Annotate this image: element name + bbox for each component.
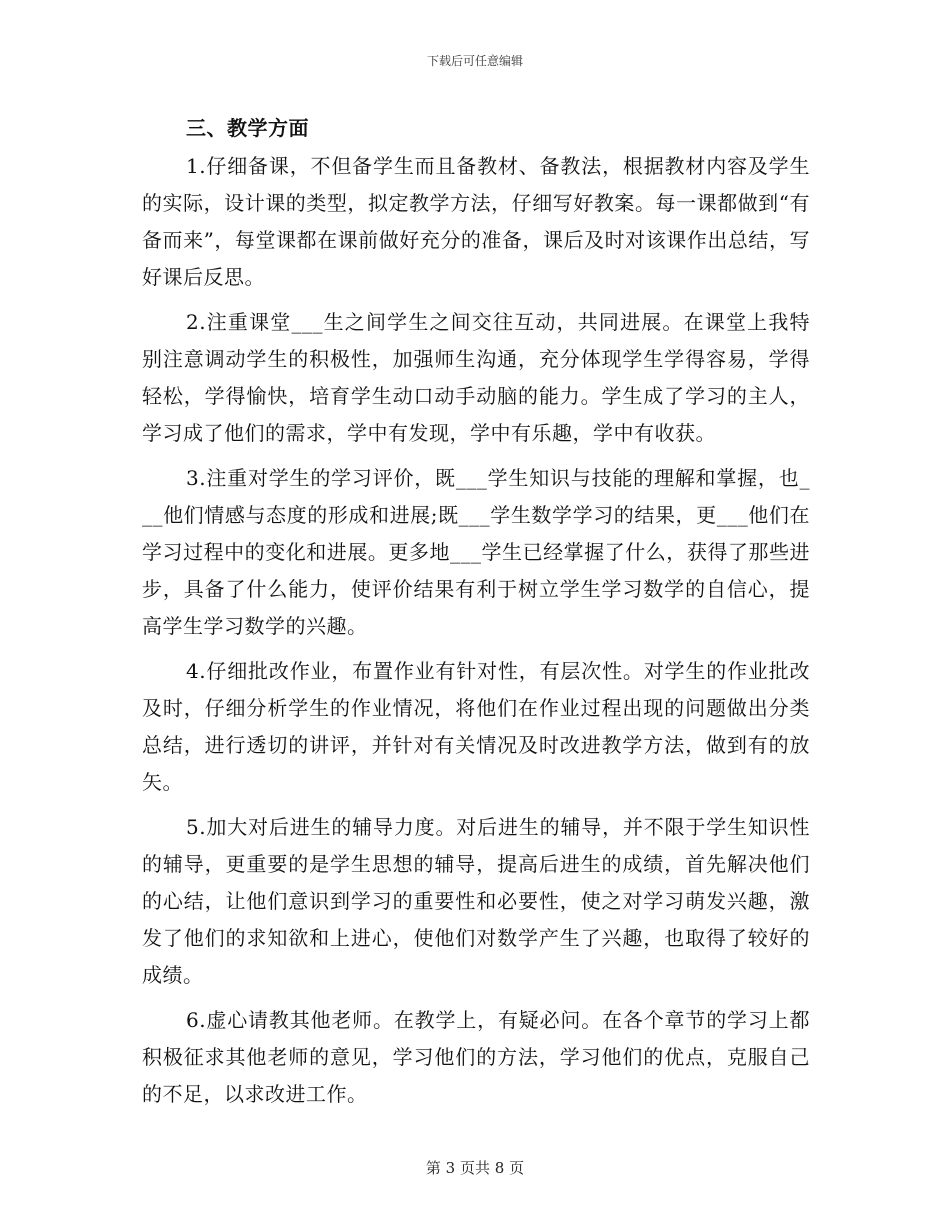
paragraph-6: 6.虚心请教其他老师。在教学上，有疑必问。在各个章节的学习上都积极征求其他老师的意见，学习他们的方法，学习他们的优点，克服自己的不足，以求改进工作。 [142, 1008, 810, 1106]
document-body [142, 110, 810, 1121]
paragraph-3: 3.注重对学生的学习评价，既___学生知识与技能的理解和掌握，也___他们情感与态度的形成和进展;既___学生数学学习的结果，更___他们在学习过程中的变化和进展。更多地___学生已经掌握了什么，获得了那些进步，具备了什么能力，使评价结果有利于树立学生学习数学的自信心，提高学生学习数学的兴趣。 [142, 466, 810, 638]
paragraph-1: 1.仔细备课，不但备学生而且备教材、备教法，根据教材内容及学生的实际，设计课的类型，拟定教学方法，仔细写好教案。每一课都做到“有备而来”，每堂课都在课前做好充分的准备，课后及时对该课作出总结，写好课后反思。 [142, 154, 810, 289]
paragraph-5: 5.加大对后进生的辅导力度。对后进生的辅导，并不限于学生知识性的辅导，更重要的是学生思想的辅导，提高后进生的成绩，首先解决他们的心结，让他们意识到学习的重要性和必要性，使之对学习萌发兴趣，激发了他们的求知欲和上进心，使他们对数学产生了兴趣，也取得了较好的成绩。 [142, 815, 810, 987]
page-footer: 第 3 页共 8 页 [425, 1159, 525, 1177]
section-title: 三、教学方面 [186, 116, 309, 140]
page-header: 下载后可任意编辑 [426, 54, 523, 68]
paragraph-2: 2.注重课堂___生之间学生之间交往互动，共同进展。在课堂上我特别注意调动学生的积极性，加强师生沟通，充分体现学生学得容易，学得轻松，学得愉快，培育学生动口动手动脑的能力。学生成了学习的主人，学习成了他们的需求，学中有发现，学中有乐趣，学中有收获。 [142, 310, 810, 445]
paragraph-4: 4.仔细批改作业，布置作业有针对性，有层次性。对学生的作业批改及时，仔细分析学生的作业情况，将他们在作业过程出现的问题做出分类总结，进行透切的讲评，并针对有关情况及时改进教学方法，做到有的放矢。 [142, 659, 810, 794]
